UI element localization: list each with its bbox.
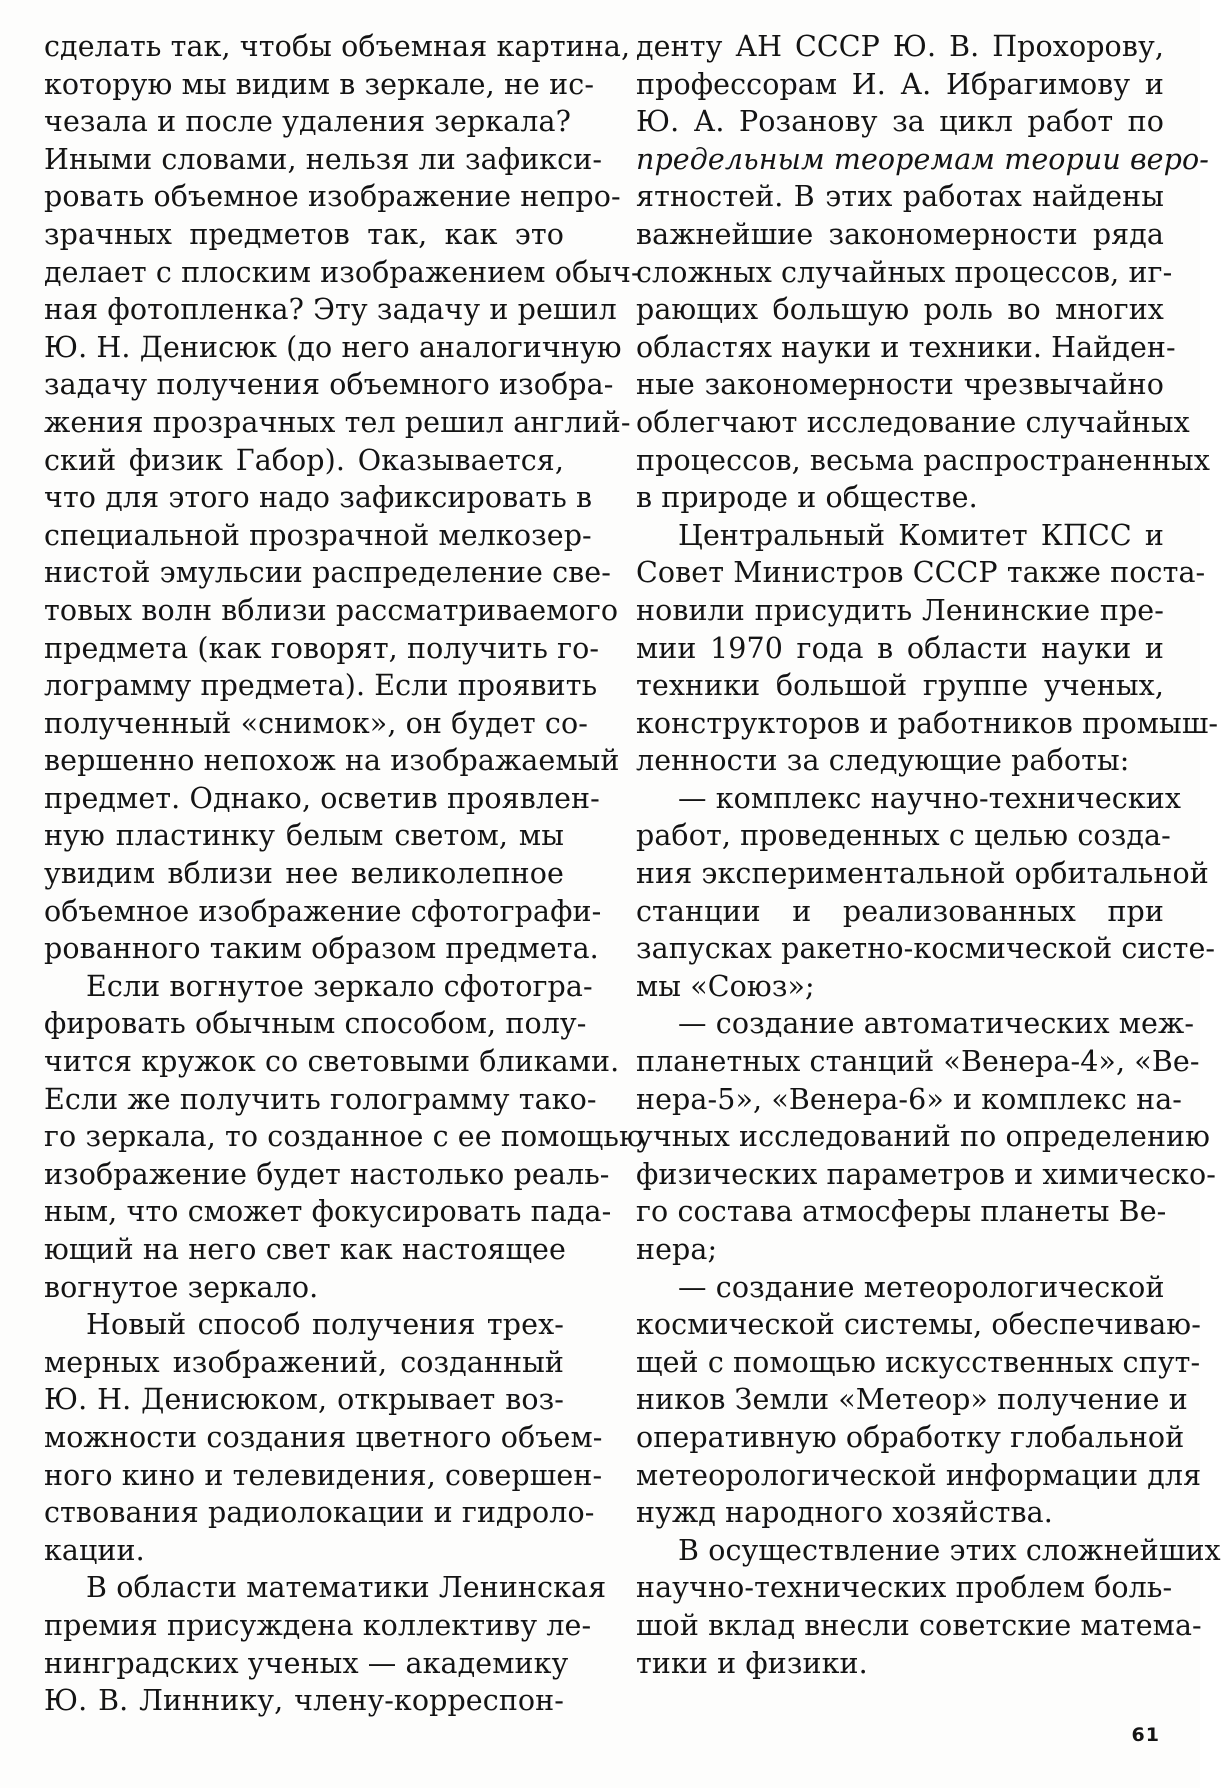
paragraph-hologram-explanation xyxy=(44,28,641,968)
text-line: новили присудить Ленинские пре- xyxy=(636,593,1164,627)
text-line: нера; xyxy=(636,1233,718,1266)
text-line: денту АН СССР Ю. В. Прохорову, xyxy=(636,30,1164,63)
text-line: ные закономерности чрезвычайно xyxy=(636,368,1164,402)
text-line: вершенно непохож на изображаемый xyxy=(44,744,620,778)
text-line: нинградских ученых — академику xyxy=(44,1646,569,1680)
text-line: кации. xyxy=(44,1533,145,1567)
text-line: сложных случайных процессов, иг- xyxy=(636,255,1173,289)
text-line: рованного таким образом предмета. xyxy=(44,932,599,966)
text-line: В осуществление этих сложнейших xyxy=(678,1533,1221,1567)
text-line: мии 1970 года в области науки и xyxy=(636,631,1164,665)
text-line: тики и физики. xyxy=(636,1646,868,1680)
text-line: облегчают исследование случайных xyxy=(636,405,1190,439)
text-line: Центральный Комитет КПСС и xyxy=(678,518,1164,552)
text-line: в природе и обществе. xyxy=(636,481,978,515)
text-line: го зеркала, то созданное с ее помощью xyxy=(44,1120,644,1154)
paragraph-probability-theory xyxy=(636,28,1211,517)
text-line: фировать обычным способом, полу- xyxy=(44,1007,587,1041)
text-line: предмет. Однако, осветив проявлен- xyxy=(44,781,600,815)
paragraph-new-method xyxy=(44,1306,603,1569)
text-line: Ю. В. Линнику, члену-корреспон- xyxy=(44,1684,564,1718)
text-line: ного кино и телевидения, совершен- xyxy=(44,1458,603,1492)
text-line: рающих большую роль во многих xyxy=(636,293,1164,327)
text-line: космической системы, обеспечиваю- xyxy=(636,1308,1201,1342)
text-line: лограмму предмета). Если проявить xyxy=(44,669,598,703)
text-line: — создание автоматических меж- xyxy=(678,1007,1195,1041)
text-line: щей с помощью искусственных спут- xyxy=(636,1345,1201,1379)
page-number: 61 xyxy=(1131,1724,1160,1746)
text-line: физических параметров и химическо- xyxy=(636,1157,1216,1191)
text-line: Новый способ получения трех- xyxy=(86,1308,564,1342)
text-line: ная фотопленка? Эту задачу и решил xyxy=(44,293,617,327)
text-line: метеорологической информации для xyxy=(636,1458,1202,1492)
text-line: полученный «снимок», он будет со- xyxy=(44,706,588,740)
text-line: — комплекс научно-технических xyxy=(678,781,1182,815)
paragraph-soyuz-station xyxy=(636,780,1216,1006)
text-line: ников Земли «Метеор» получение и xyxy=(636,1383,1188,1417)
text-line: объемное изображение сфотографи- xyxy=(44,894,602,928)
paragraph-meteor-system xyxy=(636,1269,1202,1532)
text-line: областях науки и техники. Найден- xyxy=(636,330,1176,364)
paragraph-contribution xyxy=(636,1532,1221,1682)
text-line: ский физик Габор). Оказывается, xyxy=(44,443,564,477)
text-line: Если же получить голограмму тако- xyxy=(44,1082,597,1116)
text-line: нера-5», «Венера-6» и комплекс на- xyxy=(636,1082,1183,1116)
text-line: ным, что сможет фокусировать пада- xyxy=(44,1195,612,1229)
text-line: ствования радиолокации и гидроло- xyxy=(44,1496,595,1530)
text-line: В области математики Ленинская xyxy=(86,1571,607,1605)
text-line: го состава атмосферы планеты Ве- xyxy=(636,1195,1167,1229)
text-line: мерных изображений, созданный xyxy=(44,1345,564,1379)
text-line: чится кружок со световыми бликами. xyxy=(44,1045,620,1079)
left-text-column xyxy=(44,28,644,1720)
text-line: мы «Союз»; xyxy=(636,969,815,1003)
text-line: нистой эмульсии распределение све- xyxy=(44,556,611,590)
text-line: можности создания цветного объем- xyxy=(44,1420,603,1454)
text-line: процессов, весьма распространенных xyxy=(636,443,1211,477)
text-line: оперативную обработку глобальной xyxy=(636,1420,1185,1454)
text-line: Если вогнутое зеркало сфотогра- xyxy=(86,969,593,1003)
text-line: чезала и после удаления зеркала? xyxy=(44,105,571,139)
text-line: Ю. Н. Денисюк (до него аналогичную xyxy=(44,330,622,364)
text-line: вогнутое зеркало. xyxy=(44,1270,319,1304)
text-line: премия присуждена коллективу ле- xyxy=(44,1608,592,1642)
text-line: предмета (как говорят, получить го- xyxy=(44,631,600,665)
text-line: работ, проведенных с целью созда- xyxy=(636,819,1171,853)
text-line: станции и реализованных при xyxy=(636,894,1164,928)
text-line: профессорам И. А. Ибрагимову и xyxy=(636,67,1164,101)
text-line: задачу получения объемного изобра- xyxy=(44,368,614,402)
text-line: важнейшие закономерности ряда xyxy=(636,217,1164,251)
text-line: Ю. Н. Денисюком, открывает воз- xyxy=(44,1383,564,1417)
paragraph-mathematics-prize xyxy=(44,1569,607,1719)
paragraph-concave-mirror xyxy=(44,968,644,1306)
text-line: сделать так, чтобы объемная картина, xyxy=(44,30,631,63)
text-line: техники большой группе ученых, xyxy=(636,669,1164,703)
text-line: Совет Министров СССР также поста- xyxy=(636,556,1206,590)
text-line: научно-технических проблем боль- xyxy=(636,1571,1173,1605)
paragraph-central-committee xyxy=(636,517,1219,780)
right-text-column xyxy=(636,28,1221,1682)
text-line: зрачных предметов так, как это xyxy=(44,217,564,251)
text-line: увидим вблизи нее великолепное xyxy=(44,857,564,891)
text-line: ровать объемное изображение непро- xyxy=(44,180,621,214)
text-line: делает с плоским изображением обыч- xyxy=(44,255,641,289)
text-line: жения прозрачных тел решил англий- xyxy=(44,405,631,439)
text-line-italic-emphasis: предельным теоремам теории веро- xyxy=(636,142,1209,176)
text-line: запусках ракетно-космической систе- xyxy=(636,932,1216,966)
text-line: ленности за следующие работы: xyxy=(636,744,1130,778)
text-line: шой вклад внесли советские матема- xyxy=(636,1608,1202,1642)
text-line: учных исследований по определению xyxy=(636,1120,1211,1154)
text-line-italic-emphasis: Ю. А. Розанову за цикл работ по xyxy=(636,105,1164,139)
text-line: ную пластинку белым светом, мы xyxy=(44,819,564,853)
text-line: товых волн вблизи рассматриваемого xyxy=(44,593,619,627)
text-line: — создание метеорологической xyxy=(678,1270,1165,1304)
text-line: что для этого надо зафиксировать в xyxy=(44,481,593,515)
text-line: конструкторов и работников промыш- xyxy=(636,706,1219,740)
text-line: которую мы видим в зеркале, не ис- xyxy=(44,67,595,101)
text-line: нужд народного хозяйства. xyxy=(636,1496,1053,1530)
paragraph-venera-stations xyxy=(636,1005,1216,1268)
text-line-italic-emphasis: специальной прозрачной мелкозер- xyxy=(44,518,592,552)
text-line: изображение будет настолько реаль- xyxy=(44,1157,610,1191)
text-line-italic-emphasis: ятностей. В этих работах найдены xyxy=(636,180,1164,214)
text-line: Иными словами, нельзя ли зафикси- xyxy=(44,142,603,176)
text-line: планетных станций «Венера-4», «Ве- xyxy=(636,1045,1200,1079)
text-line: ющий на него свет как настоящее xyxy=(44,1233,566,1266)
text-line: ния экспериментальной орбитальной xyxy=(636,857,1209,891)
